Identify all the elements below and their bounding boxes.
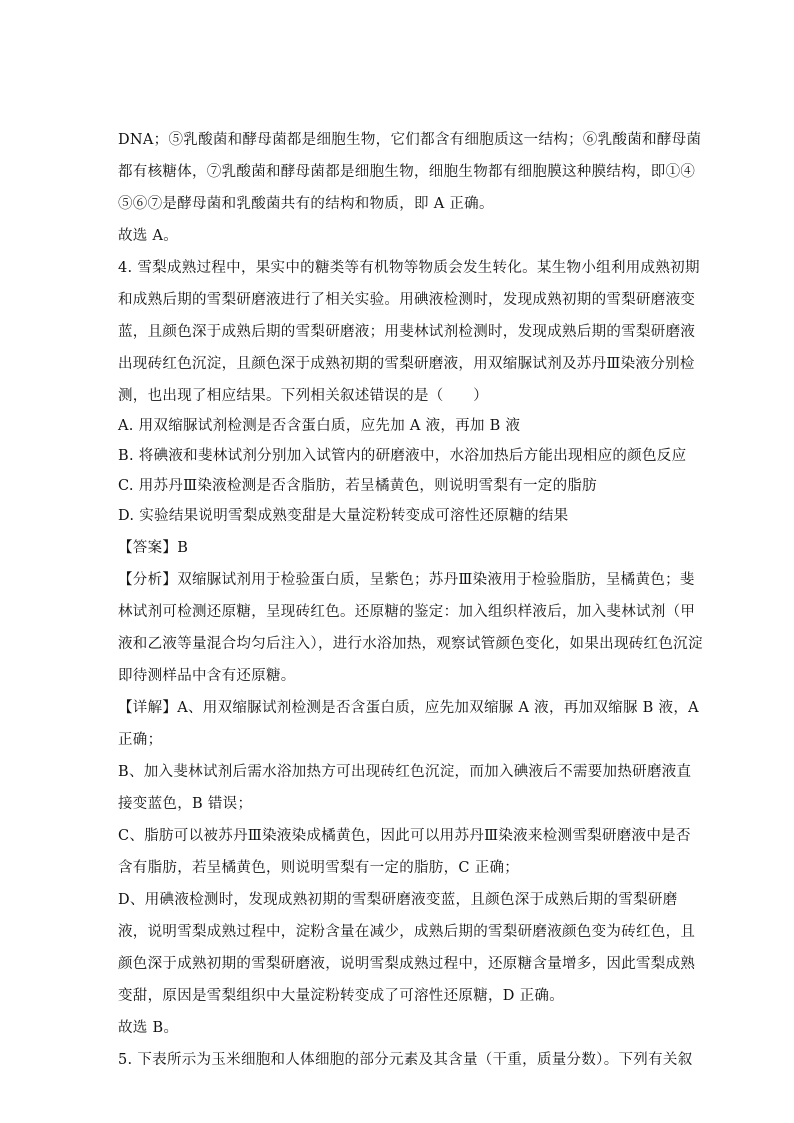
text-line: 测，也出现了相应结果。下列相关叙述错误的是（ ）	[118, 388, 488, 404]
option-d: D. 实验结果说明雪梨成熟变甜是大量淀粉转变成可溶性还原糖的结果	[118, 508, 569, 524]
text-line: C、脂肪可以被苏丹Ⅲ染液染成橘黄色，因此可以用苏丹Ⅲ染液来检测雪梨研磨液中是否	[118, 828, 691, 844]
text-line: 林试剂可检测还原糖，呈现砖红色。还原糖的鉴定：加入组织样液后，加入斐林试剂（甲	[118, 604, 696, 620]
option-b: B. 将碘液和斐林试剂分别加入试管内的研磨液中，水浴加热后方能出现相应的颜色反应	[118, 448, 687, 464]
text-line: 正确；	[118, 732, 163, 748]
text-line: DNA；⑤乳酸菌和酵母菌都是细胞生物，它们都含有细胞质这一结构；⑥乳酸菌和酵母菌	[118, 132, 702, 148]
text-line: 变甜，原因是雪梨组织中大量淀粉转变成了可溶性还原糖，D 正确。	[118, 988, 565, 1004]
option-a: A. 用双缩脲试剂检测是否含蛋白质，应先加 A 液，再加 B 液	[118, 418, 521, 434]
text-line: 故选 A。	[118, 228, 179, 244]
text-line: D、用碘液检测时，发现成熟初期的雪梨研磨液变蓝，且颜色深于成熟后期的雪梨研磨	[118, 892, 678, 908]
text-line: 接变蓝色，B 错误；	[118, 796, 253, 812]
text-line: ⑤⑥⑦是酵母菌和乳酸菌共有的结构和物质，即 A 正确。	[118, 196, 494, 212]
text-line: 含有脂肪，若呈橘黄色，则说明雪梨有一定的脂肪，C 正确；	[118, 860, 520, 876]
text-line: 蓝，且颜色深于成熟后期的雪梨研磨液；用斐林试剂检测时，发现成熟后期的雪梨研磨液	[118, 324, 696, 340]
analysis-paragraph: 【分析】双缩脲试剂用于检验蛋白质，呈紫色；苏丹Ⅲ染液用于检验脂肪，呈橘黄色；斐	[118, 572, 695, 588]
text-line: 出现砖红色沉淀，且颜色深于成熟初期的雪梨研磨液，用双缩脲试剂及苏丹Ⅲ染液分别检	[118, 356, 695, 372]
text-line: B、加入斐林试剂后需水浴加热方可出现砖红色沉淀，而加入碘液后不需要加热研磨液直	[118, 764, 692, 780]
text-line: 液和乙液等量混合均匀后注入），进行水浴加热，观察试管颜色变化，如果出现砖红色沉淀	[118, 636, 703, 652]
explanation-paragraph: 【详解】A、用双缩脲试剂检测是否含蛋白质，应先加双缩脲 A 液，再加双缩脲 B 液，A	[118, 700, 699, 716]
option-c: C. 用苏丹Ⅲ染液检测是否含脂肪，若呈橘黄色，则说明雪梨有一定的脂肪	[118, 478, 597, 494]
text-line: 都有核糖体，⑦乳酸菌和酵母菌都是细胞生物，细胞生物都有细胞膜这种膜结构，即①④	[118, 164, 696, 180]
question-5-stem: 5. 下表所示为玉米细胞和人体细胞的部分元素及其含量（干重，质量分数）。下列有关叙	[118, 1052, 693, 1068]
question-4-stem: 4. 雪梨成熟过程中，果实中的糖类等有机物等物质会发生转化。某生物小组利用成熟初期	[118, 260, 700, 276]
answer-label: 【答案】B	[118, 540, 189, 556]
text-line: 和成熟后期的雪梨研磨液进行了相关实验。用碘液检测时，发现成熟初期的雪梨研磨液变	[118, 292, 696, 308]
text-line: 颜色深于成熟初期的雪梨研磨液，说明雪梨成熟过程中，还原糖含量增多，因此雪梨成熟	[118, 956, 696, 972]
text-line: 故选 B。	[118, 1020, 179, 1036]
text-line: 即待测样品中含有还原糖。	[118, 668, 296, 684]
text-line: 液，说明雪梨成熟过程中，淀粉含量在减少，成熟后期的雪梨研磨液颜色变为砖红色，且	[118, 924, 696, 940]
